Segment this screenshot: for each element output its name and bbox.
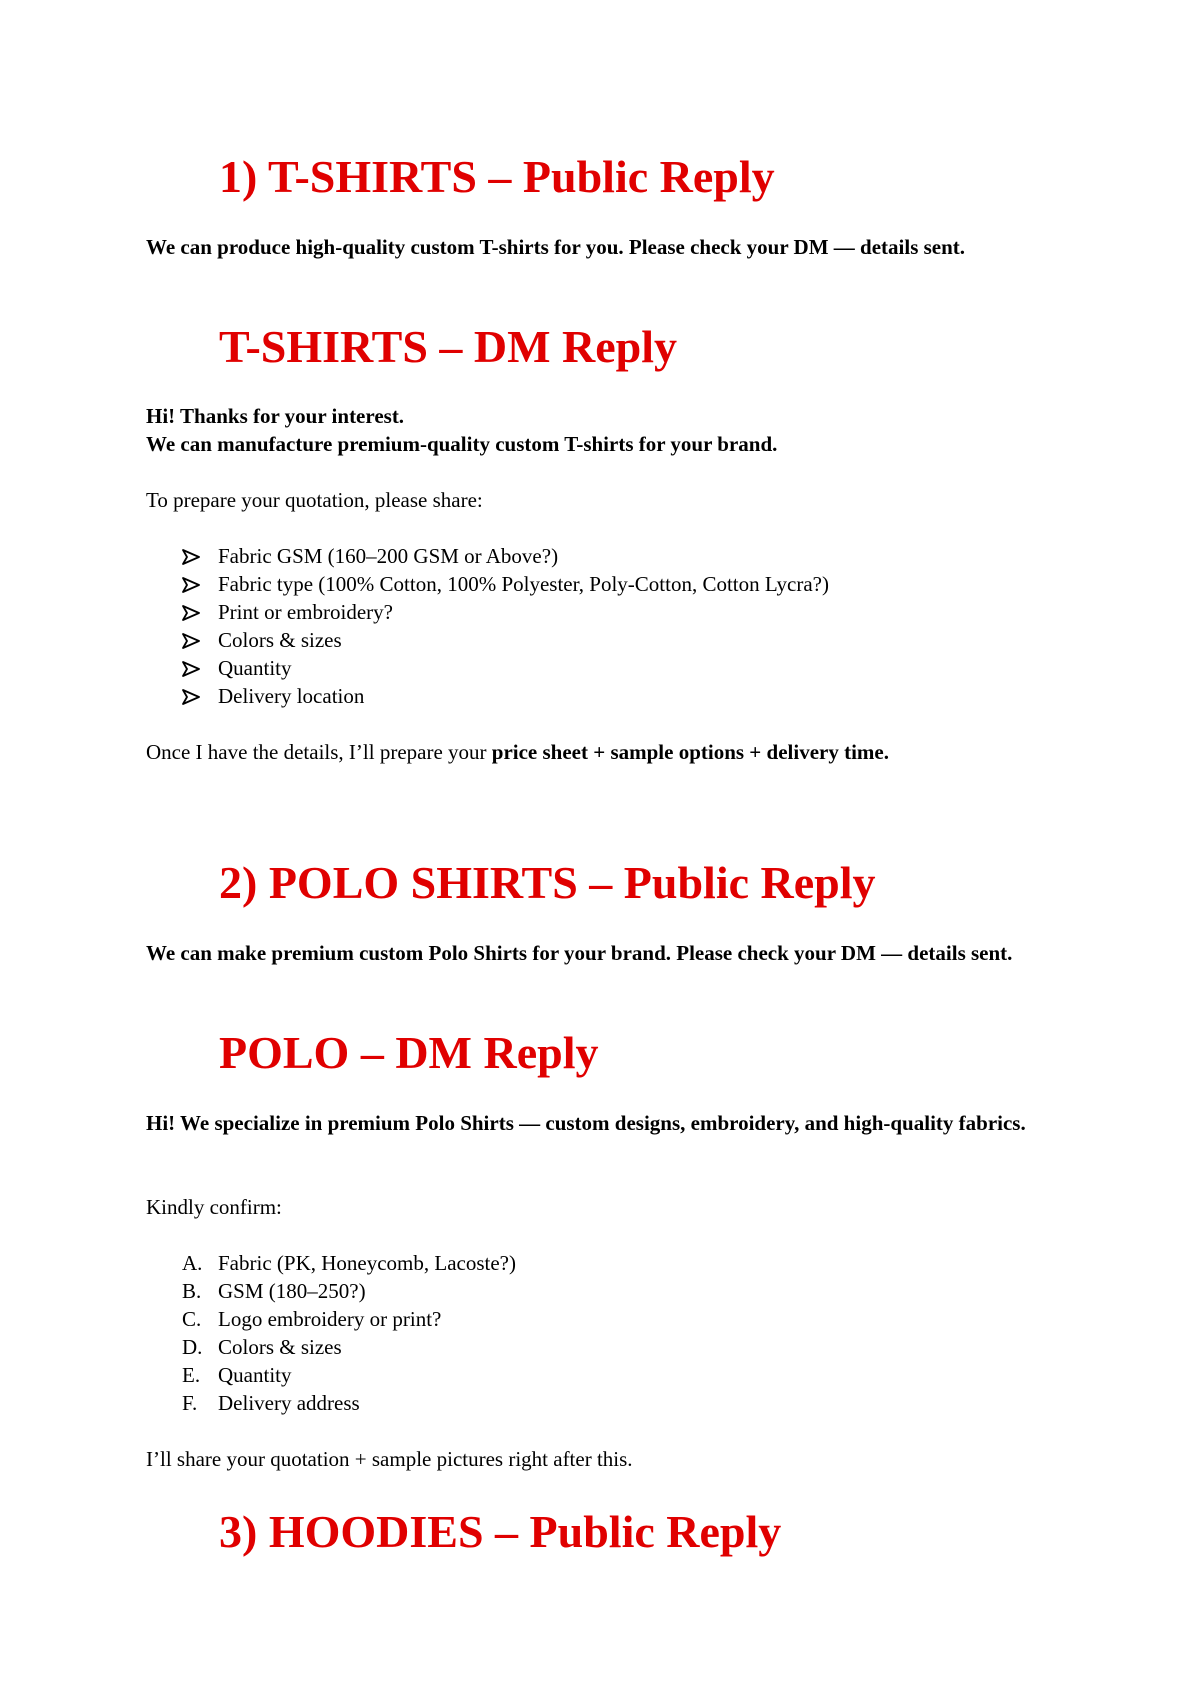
polo-dm-prompt: Kindly confirm:	[146, 1195, 282, 1219]
list-item-text: Logo embroidery or print?	[218, 1307, 442, 1331]
list-item	[182, 626, 829, 654]
hoodies-public-heading: 3) HOODIES – Public Reply	[219, 1506, 782, 1557]
tshirts-dm-heading: T-SHIRTS – DM Reply	[219, 321, 678, 372]
polo-public-text: We can make premium custom Polo Shirts for your brand. Please check your DM — details sent.	[146, 941, 1013, 965]
list-item-text: Delivery address	[218, 1391, 360, 1415]
list-item-text: Print or embroidery?	[218, 600, 393, 624]
list-item-text: Fabric GSM (160–200 GSM or Above?)	[218, 544, 559, 568]
list-item	[182, 1305, 516, 1333]
list-item-text: Fabric (PK, Honeycomb, Lacoste?)	[218, 1251, 516, 1275]
list-marker: B.	[182, 1279, 202, 1303]
closing-plain-text: Once I have the details, I’ll prepare your	[146, 740, 492, 764]
tshirts-dm-closing	[146, 738, 1066, 766]
tshirts-requirements-list	[182, 542, 829, 710]
arrow-bullet-icon	[182, 605, 200, 621]
list-item	[182, 1389, 516, 1417]
list-marker: D.	[182, 1335, 203, 1359]
list-item	[182, 598, 829, 626]
list-item	[182, 1361, 516, 1389]
list-item-text: Quantity	[218, 656, 292, 680]
list-marker: F.	[182, 1391, 198, 1415]
tshirts-public-heading: 1) T-SHIRTS – Public Reply	[219, 151, 775, 202]
list-item-text: Delivery location	[218, 684, 365, 708]
tshirts-dm-greeting: Hi! Thanks for your interest.	[146, 404, 405, 428]
polo-dm-closing: I’ll share your quotation + sample pictures right after this.	[146, 1447, 633, 1471]
tshirts-dm-prompt: To prepare your quotation, please share:	[146, 488, 483, 512]
list-marker: E.	[182, 1363, 201, 1387]
list-item-text: Quantity	[218, 1363, 292, 1387]
list-item	[182, 570, 829, 598]
tshirts-public-text: We can produce high-quality custom T-shirts for you. Please check your DM — details sent.	[146, 235, 966, 259]
polo-dm-intro: Hi! We specialize in premium Polo Shirts — custom designs, embroidery, and high-quality fabrics.	[146, 1111, 1026, 1135]
polo-dm-heading: POLO – DM Reply	[219, 1027, 599, 1078]
list-item	[182, 542, 829, 570]
arrow-bullet-icon	[182, 661, 200, 677]
arrow-bullet-icon	[182, 689, 200, 705]
list-item	[182, 1277, 516, 1305]
polo-public-heading: 2) POLO SHIRTS – Public Reply	[219, 857, 876, 908]
closing-bold-text: price sheet + sample options + delivery time.	[491, 740, 889, 764]
list-marker: C.	[182, 1307, 202, 1331]
list-item-text: Fabric type (100% Cotton, 100% Polyester, Poly-Cotton, Cotton Lycra?)	[218, 572, 829, 596]
list-marker: A.	[182, 1251, 203, 1275]
list-item	[182, 1333, 516, 1361]
list-item	[182, 654, 829, 682]
list-item	[182, 682, 829, 710]
list-item-text: GSM (180–250?)	[218, 1279, 366, 1303]
arrow-bullet-icon	[182, 633, 200, 649]
polo-requirements-list	[182, 1249, 516, 1417]
tshirts-dm-intro: We can manufacture premium-quality custom T-shirts for your brand.	[146, 432, 778, 456]
list-item-text: Colors & sizes	[218, 628, 342, 652]
list-item	[182, 1249, 516, 1277]
arrow-bullet-icon	[182, 549, 200, 565]
arrow-bullet-icon	[182, 577, 200, 593]
list-item-text: Colors & sizes	[218, 1335, 342, 1359]
